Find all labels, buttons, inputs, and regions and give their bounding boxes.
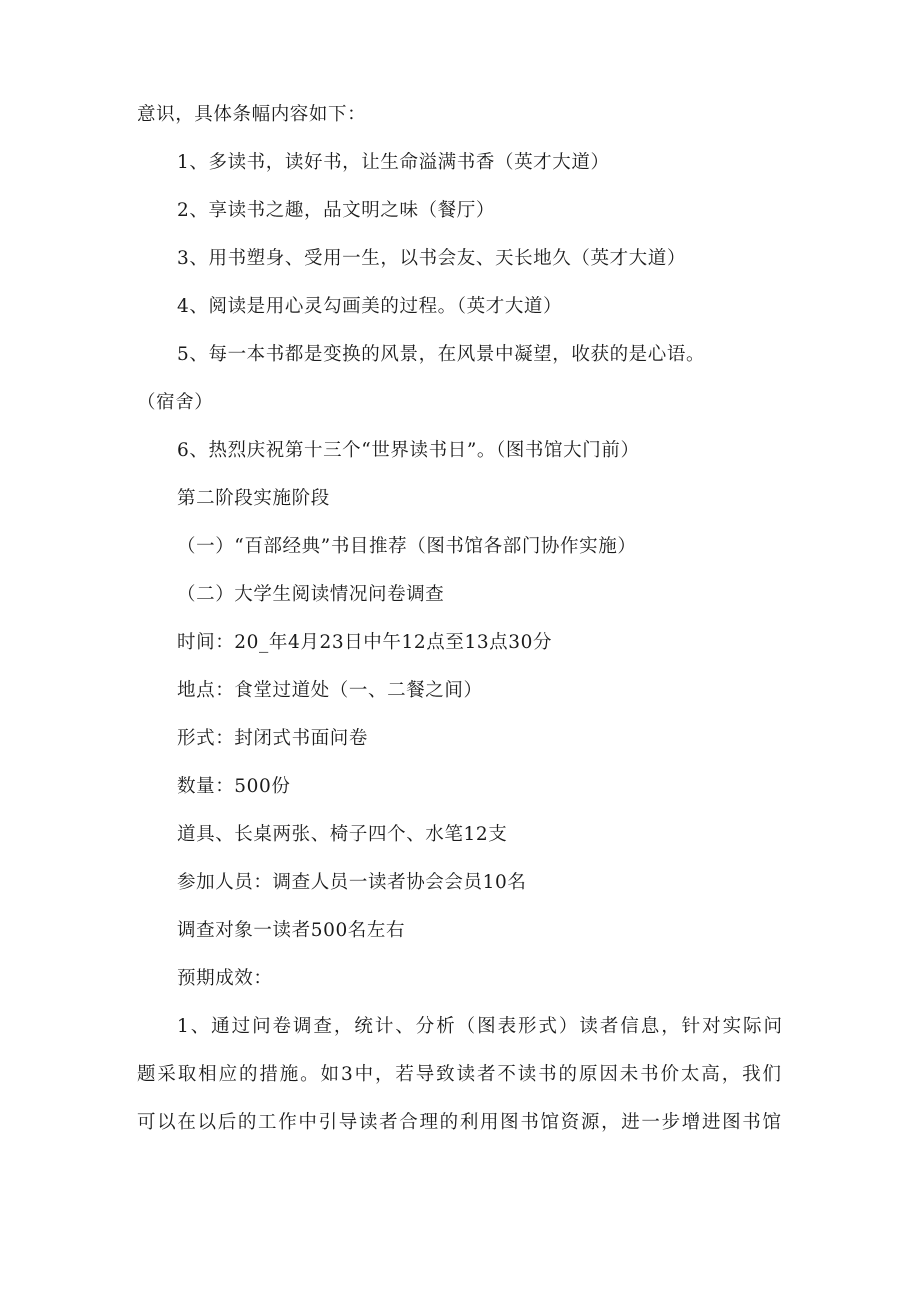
section-heading: 预期成效：: [177, 968, 273, 989]
detail-location: 地点：食堂过道处（一、二餐之间）: [177, 680, 483, 701]
banner-item: 2、享读书之趣，品文明之味（餐厅）: [177, 200, 495, 221]
banner-item: 6、热烈庆祝第十三个“世界读书日”。（图书馆大门前）: [177, 440, 640, 461]
detail-time: 时间：20_年4月23日中午12点至13点30分: [177, 632, 553, 653]
subsection-heading: （一）“百部经典”书目推荐（图书馆各部门协作实施）: [177, 536, 637, 557]
banner-item: 5、每一本书都是变换的风景，在风景中凝望，收获的是心语。: [177, 344, 706, 365]
section-heading: 第二阶段实施阶段: [177, 488, 330, 509]
paragraph-line: 可以在以后的工作中引导读者合理的利用图书馆资源，进一步增进图书馆: [137, 1112, 781, 1133]
text-line: （宿舍）: [137, 392, 214, 413]
detail-subjects: 调查对象一读者500名左右: [177, 920, 406, 941]
banner-item: 4、阅读是用心灵勾画美的过程。（英才大道）: [177, 296, 563, 317]
paragraph-line: 1、通过问卷调查，统计、分析（图表形式）读者信息，针对实际问: [177, 1016, 782, 1037]
detail-quantity: 数量：500份: [177, 776, 291, 797]
detail-format: 形式：封闭式书面问卷: [177, 728, 369, 749]
banner-item: 3、用书塑身、受用一生，以书会友、天长地久（英才大道）: [177, 248, 686, 269]
detail-staff: 参加人员：调查人员一读者协会会员10名: [177, 872, 527, 893]
text-line: 意识，具体条幅内容如下：: [137, 104, 367, 125]
banner-item: 1、多读书，读好书，让生命溢满书香（英才大道）: [177, 152, 610, 173]
paragraph-line: 题采取相应的措施。如3中，若导致读者不读书的原因未书价太高，我们: [137, 1064, 781, 1085]
detail-props: 道具、长桌两张、椅子四个、水笔12支: [177, 824, 508, 845]
subsection-heading: （二）大学生阅读情况问卷调查: [177, 584, 445, 605]
